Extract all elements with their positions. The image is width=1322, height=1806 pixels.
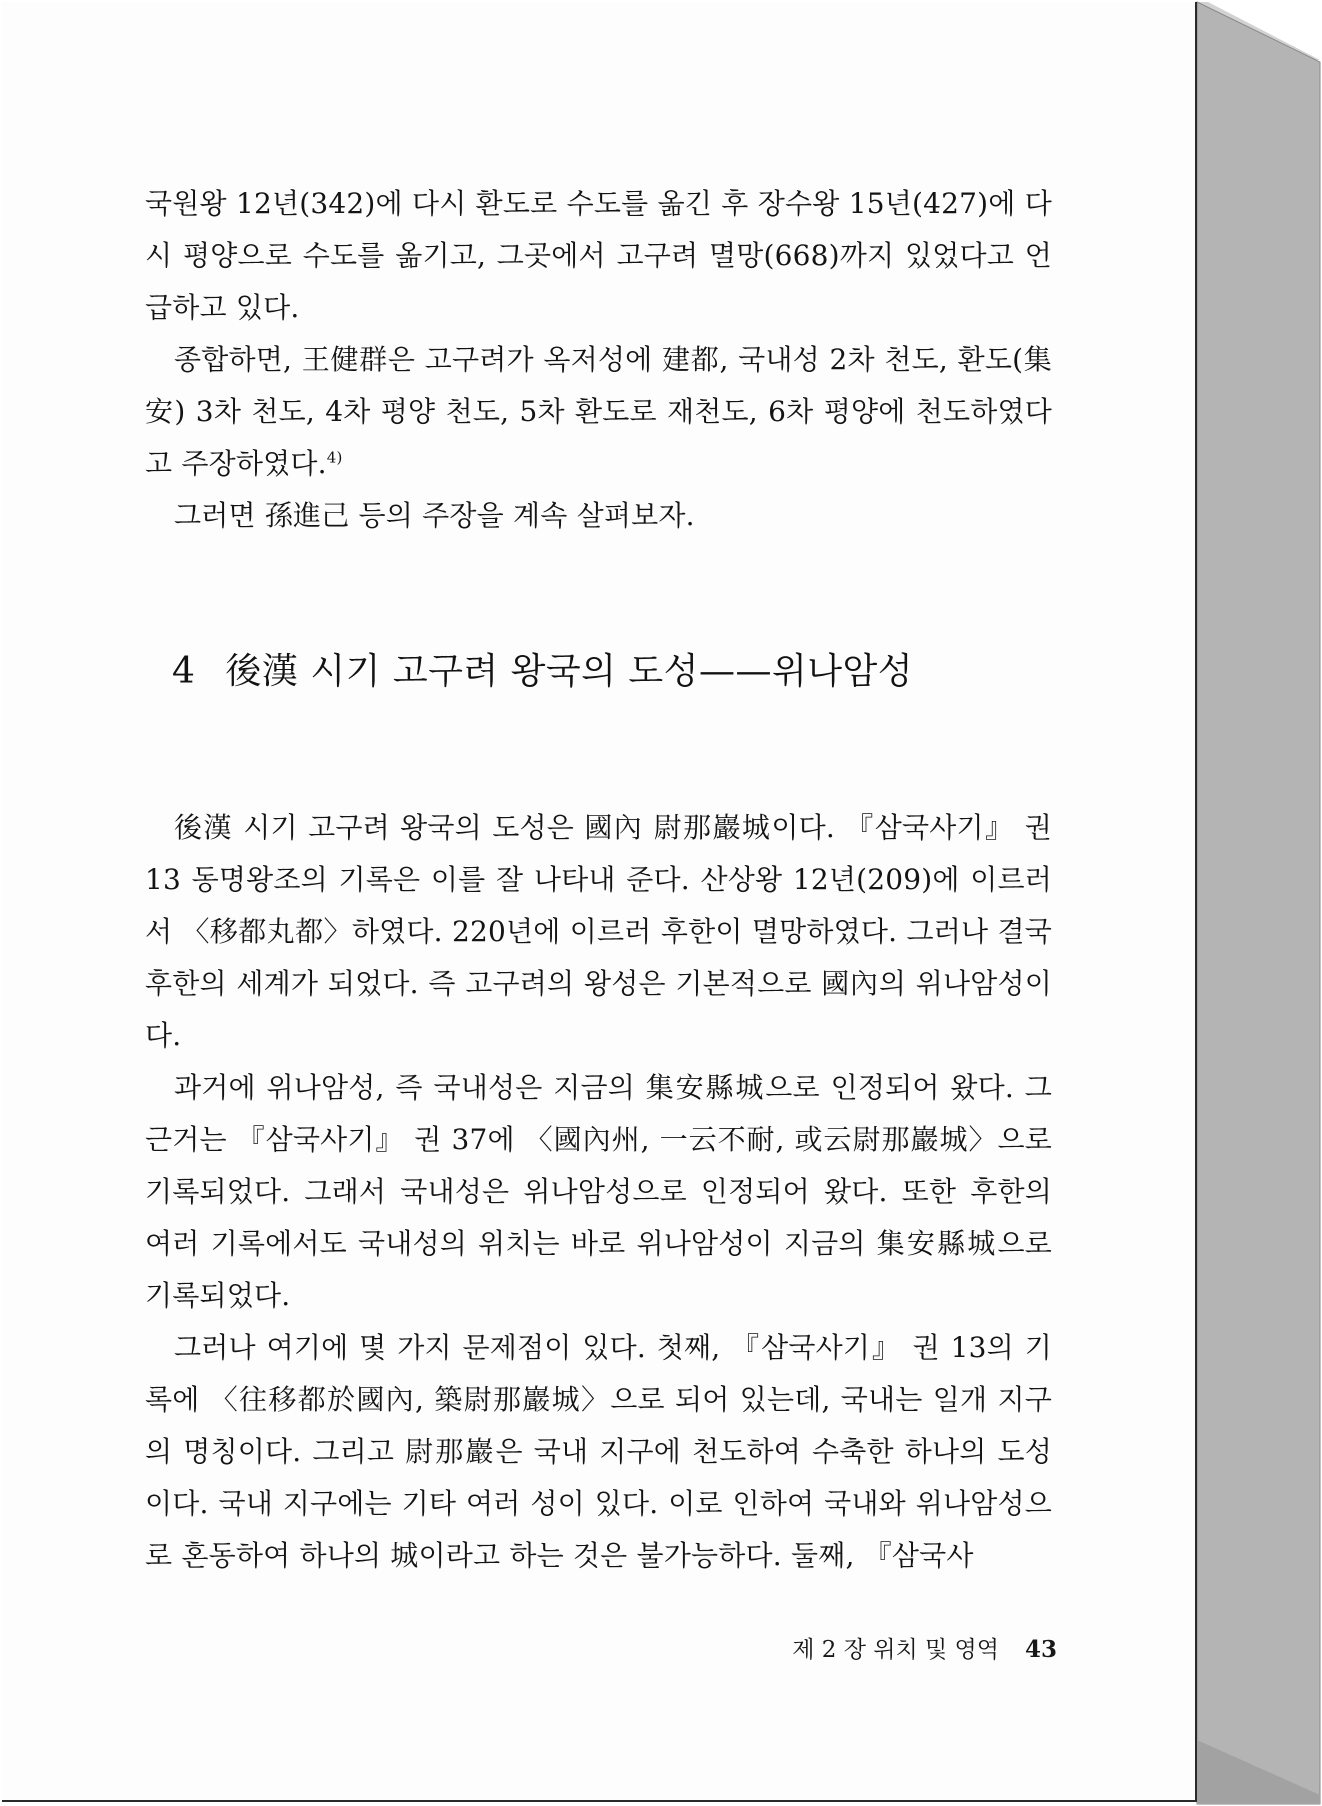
section-number: 4 (172, 651, 196, 692)
paragraph-3-text: 그러면 孫進己 등의 주장을 계속 살펴보자. (174, 499, 695, 532)
section-heading (172, 642, 1072, 702)
paragraph-1 (145, 178, 1052, 334)
page-stack-side (1197, 2, 1320, 1804)
body-paragraph-1-text: 後漢 시기 고구려 왕국의 도성은 國內 尉那巖城이다. 『삼국사기』 권 13 동명왕조의 기록은 이를 잘 나타내 준다. 산상왕 12년(209)에 이르러서 〈移都丸都〉하였다. 220년에 이르러 후한이 멸망하였다. 그러나 결국 후한의 세계가 되었다. 즉 고구려의 왕성은 기본적으로 國內의 위나암성이다. (145, 811, 1052, 1052)
top-text-block (145, 178, 1052, 542)
body-paragraph-2 (145, 1062, 1052, 1322)
body-paragraph-1 (145, 802, 1052, 1062)
page-number: 43 (1024, 1636, 1057, 1663)
paragraph-3 (145, 490, 1052, 542)
chapter-label: 제 2 장 위치 및 영역 (792, 1637, 999, 1663)
section-title: 後漢 시기 고구려 왕국의 도성——위나암성 (225, 651, 914, 692)
page (2, 2, 1197, 1802)
footnote-marker: 4) (326, 448, 343, 467)
running-footer (737, 1630, 1057, 1670)
body-text-block (145, 802, 1052, 1582)
body-paragraph-2-text: 과거에 위나암성, 즉 국내성은 지금의 集安縣城으로 인정되어 왔다. 그 근거는 『삼국사기』 권 37에 〈國內州, 一云不耐, 或云尉那巖城〉으로 기록되었다. 그래서 국내성은 위나암성으로 인정되어 왔다. 또한 후한의 여러 기록에서도 국내성의 위치는 바로 위나암성이 지금의 集安縣城으로 기록되었다. (145, 1071, 1052, 1312)
body-paragraph-3 (145, 1322, 1052, 1582)
body-paragraph-3-text: 그러나 여기에 몇 가지 문제점이 있다. 첫째, 『삼국사기』 권 13의 기록에 〈往移都於國內, 築尉那巖城〉으로 되어 있는데, 국내는 일개 지구의 명칭이다. 그리고 尉那巖은 국내 지구에 천도하여 수축한 하나의 도성이다. 국내 지구에는 기타 여러 성이 있다. 이로 인하여 국내와 위나암성으로 혼동하여 하나의 城이라고 하는 것은 불가능하다. 둘째, 『삼국사 (145, 1331, 1052, 1572)
paragraph-2-text: 종합하면, 王健群은 고구려가 옥저성에 建都, 국내성 2차 천도, 환도(集安) 3차 천도, 4차 평양 천도, 5차 환도로 재천도, 6차 평양에 천도하였다고 주장하였다. (145, 343, 1052, 480)
paragraph-2 (145, 334, 1052, 490)
paragraph-1-text: 국원왕 12년(342)에 다시 환도로 수도를 옮긴 후 장수왕 15년(427)에 다시 평양으로 수도를 옮기고, 그곳에서 고구려 멸망(668)까지 있었다고 언급하고 있다. (145, 187, 1052, 324)
